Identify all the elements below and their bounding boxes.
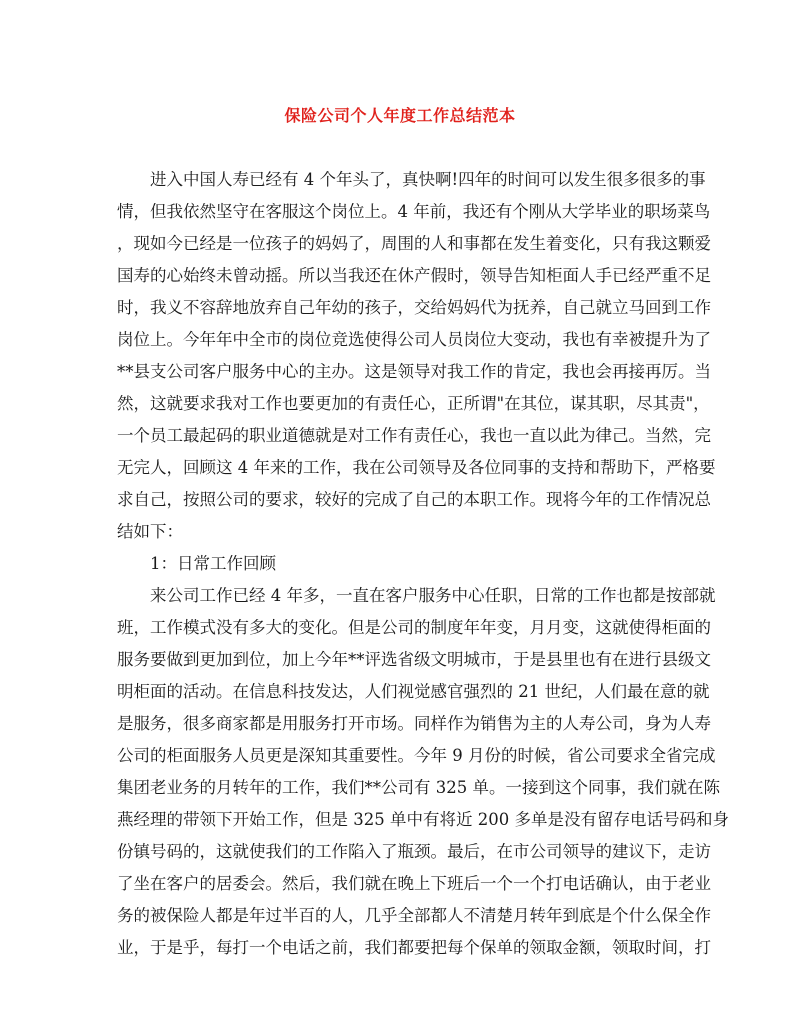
paragraph-line: 国寿的心始终未曾动摇。所以当我还在休产假时，领导告知柜面人手已经严重不足: [117, 266, 711, 285]
paragraph-line: 来公司工作已经 4 年多，一直在客户服务中心任职，日常的工作也都是按部就: [150, 586, 716, 605]
paragraph-line: 进入中国人寿已经有 4 个年头了，真快啊!四年的时间可以发生很多很多的事: [150, 170, 706, 189]
paragraph-line: **县支公司客户服务中心的主办。这是领导对我工作的肯定，我也会再接再厉。当: [117, 362, 711, 381]
paragraph-line: 燕经理的带领下开始工作，但是 325 单中有将近 200 多单是没有留存电话号码和身: [117, 810, 729, 829]
paragraph-line: ，现如今已经是一位孩子的妈妈了，周围的人和事都在发生着变化，只有我这颗爱: [117, 234, 711, 253]
paragraph-line: 情，但我依然坚守在客服这个岗位上。4 年前，我还有个刚从大学毕业的职场菜鸟: [117, 202, 711, 221]
paragraph-line: 公司的柜面服务人员更是深知其重要性。今年 9 月份的时候，省公司要求全省完成: [117, 746, 716, 765]
section-heading: 1：日常工作回顾: [150, 554, 276, 573]
paragraph-line: 岗位上。今年年中全市的岗位竞选使得公司人员岗位大变动，我也有幸被提升为了: [117, 330, 711, 349]
paragraph-line: 业，于是乎，每打一个电话之前，我们都要把每个保单的领取金额，领取时间，打: [117, 938, 711, 957]
paragraph-line: 务的被保险人都是年过半百的人，几乎全部都人不清楚月转年到底是个什么保全作: [117, 906, 711, 925]
paragraph-line: 时，我义不容辞地放弃自己年幼的孩子，交给妈妈代为抚养，自己就立马回到工作: [117, 298, 711, 317]
paragraph-line: 求自己，按照公司的要求，较好的完成了自己的本职工作。现将今年的工作情况总: [117, 490, 711, 509]
paragraph-line: 服务要做到更加到位，加上今年**评选省级文明城市，于是县里也有在进行县级文: [117, 650, 711, 669]
paragraph-line: 无完人，回顾这 4 年来的工作，我在公司领导及各位同事的支持和帮助下，严格要: [117, 458, 716, 477]
paragraph-line: 明柜面的活动。在信息科技发达，人们视觉感官强烈的 21 世纪，人们最在意的就: [117, 682, 710, 701]
paragraph-line: 了坐在客户的居委会。然后，我们就在晚上下班后一个一个打电话确认，由于老业: [117, 874, 711, 893]
paragraph-line: 班，工作模式没有多大的变化。但是公司的制度年年变，月月变，这就使得柜面的: [117, 618, 711, 637]
paragraph-line: 份镇号码的，这就使我们的工作陷入了瓶颈。最后，在市公司领导的建议下，走访: [117, 842, 711, 861]
paragraph-line: 一个员工最起码的职业道德就是对工作有责任心，我也一直以此为律己。当然，完: [117, 426, 711, 445]
paragraph-line: 是服务，很多商家都是用服务打开市场。同样作为销售为主的人寿公司，身为人寿: [117, 714, 711, 733]
paragraph-line: 结如下：: [117, 522, 183, 541]
paragraph-line: 集团老业务的月转年的工作，我们**公司有 325 单。一接到这个同事，我们就在陈: [117, 778, 720, 797]
document-title: 保险公司个人年度工作总结范本: [284, 106, 516, 125]
paragraph-line: 然，这就要求我对工作也要更加的有责任心，正所谓"在其位，谋其职，尽其责"，: [117, 394, 710, 413]
